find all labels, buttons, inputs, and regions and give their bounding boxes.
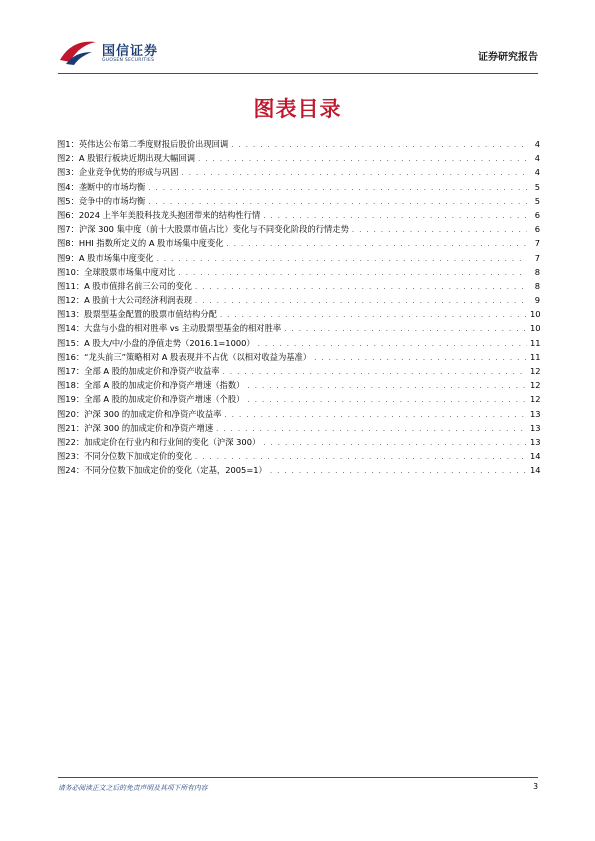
toc-entry[interactable]: [57, 222, 540, 236]
toc-entry-page-number: 12: [530, 380, 541, 391]
toc-entry-label: 图15：: [57, 337, 85, 348]
toc-entry[interactable]: [57, 251, 540, 265]
toc-entry[interactable]: [57, 293, 540, 307]
toc-entry-title: 全部 A 股的加成定价和净资产增速（指数）: [84, 380, 245, 391]
toc-entry[interactable]: [57, 421, 540, 435]
logo-chinese-name: 国信证券: [102, 44, 159, 59]
toc-entry-title: A 股市场集中度变化: [78, 252, 154, 263]
toc-entry-title: 不同分位数下加成定价的变化（定基，2005=1）: [84, 465, 267, 476]
toc-entry[interactable]: [57, 350, 540, 364]
toc-entry[interactable]: [57, 165, 540, 179]
toc-entry-page-number: 14: [530, 465, 541, 476]
toc-entry-page-number: 12: [530, 394, 541, 405]
toc-entry-label: 图3：: [57, 167, 79, 178]
toc-entry[interactable]: [57, 236, 540, 250]
toc-entry-page-number: 12: [530, 366, 541, 376]
toc-entry-title: 全部 A 股的加成定价和净资产收益率: [84, 366, 220, 376]
toc-entry-page-number: 7: [534, 252, 540, 263]
toc-entry[interactable]: [57, 449, 540, 463]
toc-entry-title: 不同分位数下加成定价的变化: [84, 451, 193, 462]
toc-entry-leader-dots: [284, 322, 527, 336]
toc-entry-label: 图5：: [57, 195, 79, 206]
toc-entry-leader-dots: [224, 408, 527, 422]
toc-entry[interactable]: [57, 364, 540, 378]
toc-entry-page-number: 14: [530, 451, 541, 462]
toc-entry-leader-dots: [181, 166, 527, 180]
toc-entry-title: HHI 指数所定义的 A 股市场集中度变化: [78, 238, 224, 249]
toc-entry-title: 沪深 300 的加成定价和净资产增速: [84, 422, 214, 433]
page-title: 图表目录: [253, 97, 342, 121]
toc-entry-leader-dots: [220, 308, 527, 322]
toc-entry[interactable]: [57, 463, 540, 477]
toc-entry-page-number: 10: [530, 309, 541, 320]
page-header: [58, 36, 538, 72]
toc-entry-title: 企业竞争优势的形成与巩固: [78, 167, 179, 178]
page-number: 3: [533, 782, 538, 791]
toc-entry[interactable]: [57, 307, 540, 321]
toc-entry-page-number: 4: [534, 139, 540, 149]
toc-entry-label: 图14：: [57, 323, 85, 334]
toc-entry[interactable]: [57, 151, 540, 165]
toc-entry-leader-dots: [231, 138, 527, 152]
toc-entry[interactable]: [57, 279, 540, 293]
toc-entry[interactable]: [57, 208, 540, 222]
toc-entry-leader-dots: [263, 209, 527, 223]
toc-entry-page-number: 4: [534, 153, 540, 164]
toc-entry-title: 垄断中的市场均衡: [78, 181, 146, 192]
toc-entry-page-number: 4: [534, 167, 540, 178]
toc-entry-title: A 股市值排名前三公司的变化: [84, 280, 193, 291]
toc-entry-label: 图6：: [57, 209, 79, 220]
toc-entry[interactable]: [57, 336, 540, 350]
toc-entry-label: 图23：: [57, 451, 85, 462]
toc-entry-leader-dots: [157, 252, 527, 266]
toc-entry-title: 沪深 300 的加成定价和净资产收益率: [84, 408, 222, 419]
toc-entry-label: 图4：: [57, 181, 79, 192]
toc-entry-label: 图7：: [57, 224, 79, 235]
toc-entry-page-number: 6: [534, 224, 540, 235]
toc-entry-title: 沪深 300 集中度（前十大股票市值占比）变化与不同变化阶段的行情走势: [78, 224, 349, 235]
toc-entry-title: 加成定价在行业内和行业间的变化（沪深 300）: [84, 436, 261, 447]
toc-entry-title: 2024 上半年美股科技龙头抱团带来的结构性行情: [78, 209, 261, 220]
toc-entry-title: 英伟达公布第二季度财报后股价出现回调: [78, 139, 229, 149]
toc-entry-title: 竞争中的市场均衡: [78, 195, 146, 206]
toc-entry-title: A 股大/中/小盘的净值走势（2016.1=1000）: [84, 337, 255, 348]
footer-disclaimer: 请务必阅读正文之后的免责声明及其项下所有内容: [58, 784, 208, 792]
toc-entry-label: 图11：: [57, 280, 85, 291]
toc-entry-leader-dots: [227, 237, 527, 251]
guosen-logo: [58, 36, 208, 68]
toc-entry-label: 图9：: [57, 252, 79, 263]
toc-entry-page-number: 6: [534, 209, 540, 220]
toc-entry-leader-dots: [216, 422, 527, 436]
toc-entry-leader-dots: [258, 337, 527, 351]
toc-entry-label: 图18：: [57, 380, 85, 391]
toc-entry[interactable]: [57, 378, 540, 392]
toc-entry-title: 全球股票市场集中度对比: [84, 266, 176, 277]
toc-entry-label: 图1：: [57, 139, 79, 149]
toc-entry-page-number: 11: [530, 351, 541, 362]
toc-entry-leader-dots: [148, 195, 527, 209]
toc-entry-leader-dots: [148, 181, 527, 195]
toc-entry-title: 大盘与小盘的相对胜率 vs 主动股票型基金的相对胜率: [84, 323, 282, 334]
toc-entry-label: 图24：: [57, 465, 85, 476]
toc-entry-leader-dots: [247, 379, 527, 393]
toc-entry-page-number: 8: [534, 266, 540, 277]
toc-entry-page-number: 13: [530, 436, 541, 447]
toc-entry[interactable]: [57, 407, 540, 421]
toc-entry-label: 图13：: [57, 309, 85, 320]
toc-entry-page-number: 8: [534, 280, 540, 291]
toc-entry-label: 图10：: [57, 266, 85, 277]
toc-entry-title: A 股前十大公司经济利润表现: [84, 295, 193, 306]
toc-entry-leader-dots: [270, 464, 527, 478]
toc-entry-page-number: 5: [534, 181, 540, 192]
toc-entry-leader-dots: [195, 280, 527, 294]
toc-entry-label: 图17：: [57, 366, 85, 376]
header-divider: [58, 73, 538, 74]
report-type-label: 证券研究报告: [478, 52, 538, 63]
toc-entry-leader-dots: [247, 393, 527, 407]
toc-entry-title: “龙头前三”策略相对 A 股表现并不占优（以相对收益为基准）: [84, 351, 312, 362]
toc-entry[interactable]: [57, 265, 540, 279]
toc-entry-page-number: 11: [530, 337, 541, 348]
toc-entry-leader-dots: [198, 152, 527, 166]
toc-entry-leader-dots: [263, 436, 527, 450]
toc-entry-label: 图21：: [57, 422, 85, 433]
figure-table-of-contents: [57, 137, 540, 478]
guosen-logo-icon: [58, 38, 98, 66]
toc-entry-leader-dots: [223, 365, 527, 379]
toc-entry-page-number: 7: [534, 238, 540, 249]
toc-entry[interactable]: [57, 435, 540, 449]
toc-entry-page-number: 9: [534, 295, 540, 306]
toc-entry-label: 图22：: [57, 436, 85, 447]
toc-entry[interactable]: [57, 180, 540, 194]
toc-entry-label: 图19：: [57, 394, 85, 405]
toc-entry[interactable]: [57, 137, 540, 151]
toc-entry-leader-dots: [195, 450, 527, 464]
toc-entry-title: 全部 A 股的加成定价和净资产增速（个股）: [84, 394, 245, 405]
toc-entry-leader-dots: [314, 351, 527, 365]
toc-entry-title: 股票型基金配置的股票市值结构分配: [84, 309, 217, 320]
footer-divider: [58, 777, 538, 778]
toc-entry-page-number: 5: [534, 195, 540, 206]
toc-entry-label: 图8：: [57, 238, 79, 249]
toc-entry-leader-dots: [352, 223, 527, 237]
toc-entry-page-number: 13: [530, 408, 541, 419]
toc-entry-label: 图20：: [57, 408, 85, 419]
logo-english-name: GUOSEN SECURITIES: [102, 58, 155, 63]
toc-entry-leader-dots: [178, 266, 527, 280]
toc-entry-label: 图12：: [57, 295, 85, 306]
toc-entry-page-number: 10: [530, 323, 541, 334]
toc-entry-label: 图16：: [57, 351, 85, 362]
toc-entry-label: 图2：: [57, 153, 79, 164]
toc-entry-title: A 股银行板块近期出现大幅回调: [78, 153, 196, 164]
toc-entry-page-number: 13: [530, 422, 541, 433]
toc-entry[interactable]: [57, 392, 540, 406]
toc-entry[interactable]: [57, 194, 540, 208]
toc-entry[interactable]: [57, 321, 540, 335]
toc-entry-leader-dots: [195, 294, 527, 308]
